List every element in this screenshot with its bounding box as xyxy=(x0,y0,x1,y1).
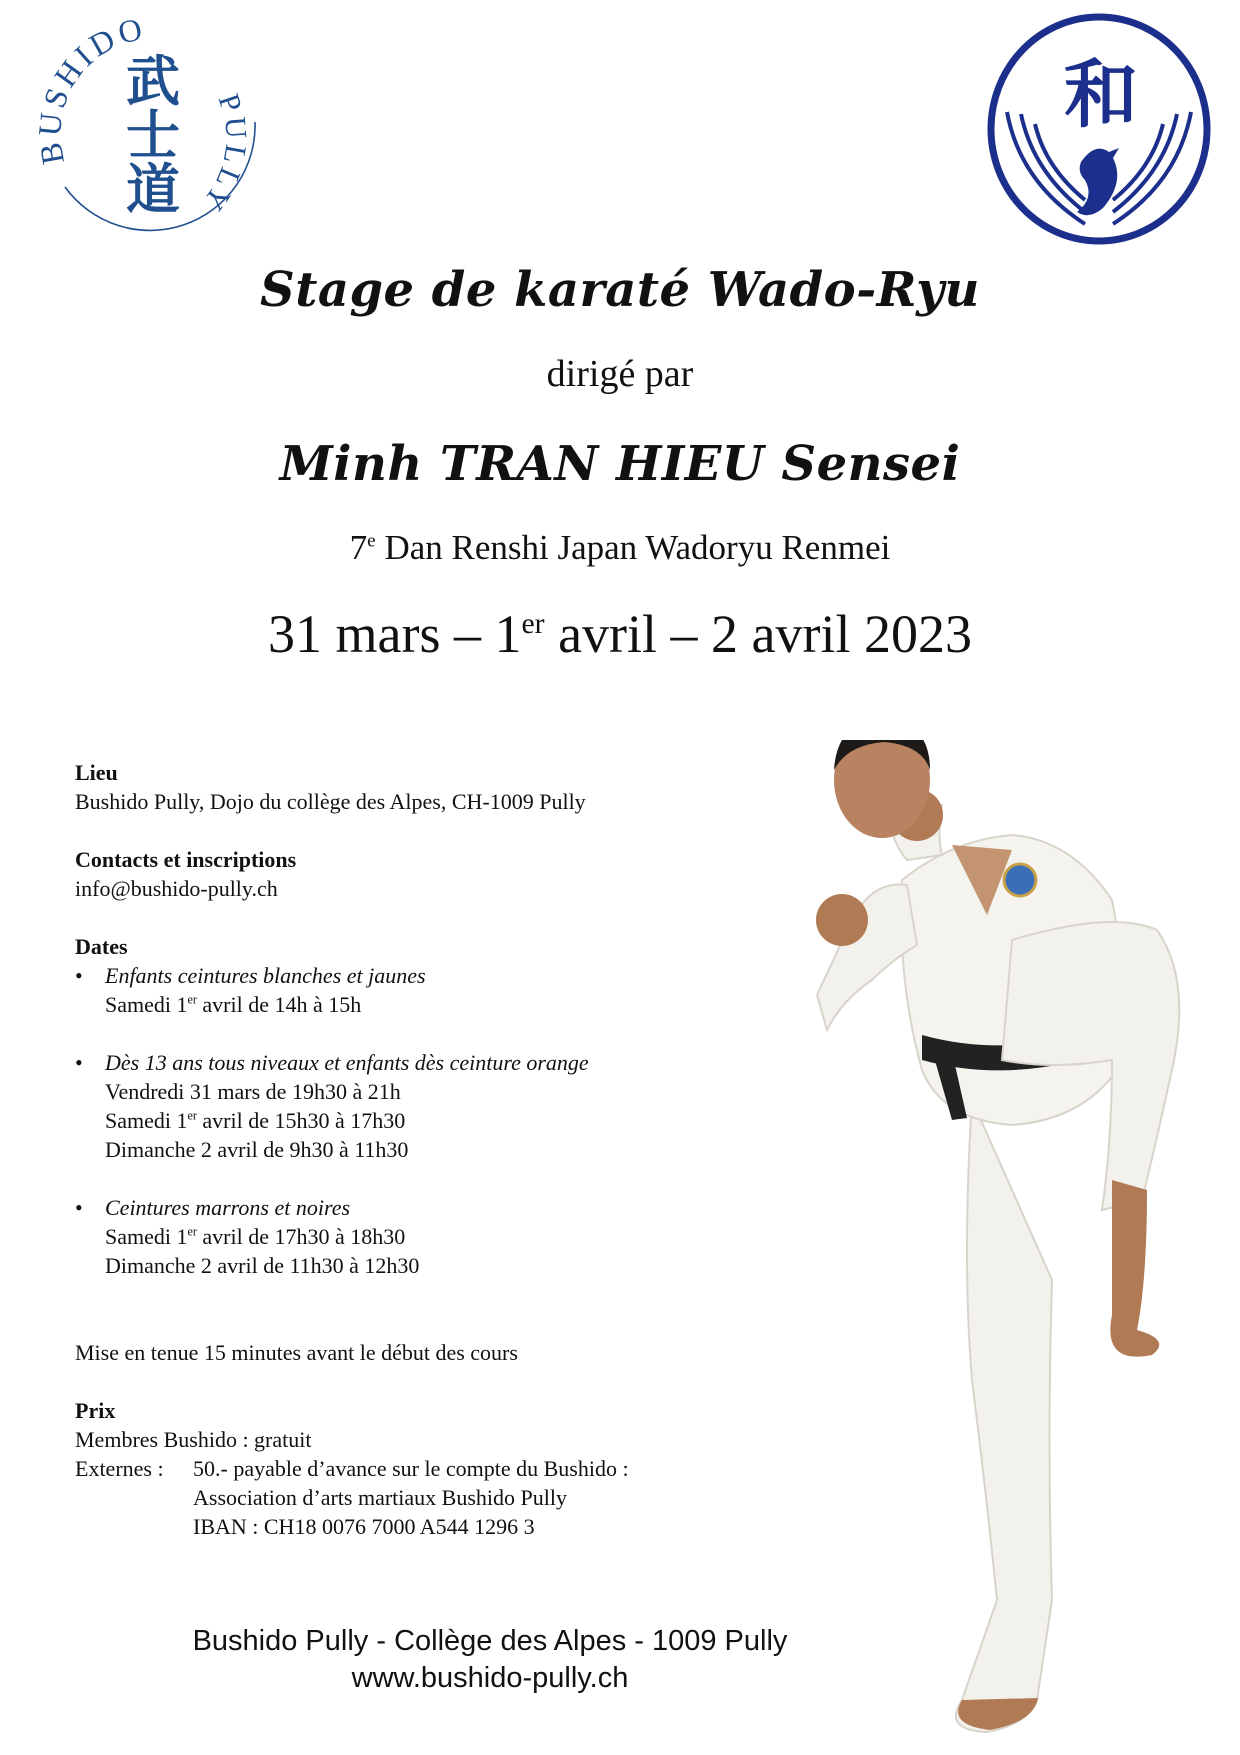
footer-website[interactable]: www.bushido-pully.ch xyxy=(351,1662,629,1694)
page-title: Stage de karaté Wado-Ryu xyxy=(260,262,980,318)
date-group xyxy=(75,1193,795,1280)
date-line: Samedi 1er avril de 15h30 à 17h30 xyxy=(105,1108,406,1133)
dates-title: Dates xyxy=(75,934,128,959)
footer xyxy=(0,1623,980,1697)
bullet-icon: • xyxy=(75,963,83,988)
price-members: Membres Bushido : gratuit xyxy=(75,1427,312,1452)
date-group-label: Dès 13 ans tous niveaux et enfants dès ceinture orange xyxy=(105,1050,589,1075)
contact-email: info@bushido-pully.ch xyxy=(75,876,278,901)
bank-iban: IBAN : CH18 0076 7000 A544 1296 3 xyxy=(193,1514,535,1539)
bank-account-holder: Association d’arts martiaux Bushido Pully xyxy=(193,1485,567,1510)
dove-icon xyxy=(1077,148,1119,215)
logo-kanji-shi: 士 xyxy=(126,104,180,167)
date-group xyxy=(75,1048,795,1164)
date-group-label: Ceintures marrons et noires xyxy=(105,1195,351,1220)
date-line: Vendredi 31 mars de 19h30 à 21h xyxy=(105,1079,401,1104)
footer-address: Bushido Pully - Collège des Alpes - 1009 Pully xyxy=(192,1625,788,1657)
bullet-icon: • xyxy=(75,1195,83,1220)
date-line: Dimanche 2 avril de 9h30 à 11h30 xyxy=(105,1137,409,1162)
wado-ryu-emblem xyxy=(985,12,1213,246)
karateka-photo xyxy=(812,740,1240,1755)
logo-kanji-do: 道 xyxy=(126,158,180,221)
lieu-title: Lieu xyxy=(75,760,118,785)
date-line: Samedi 1er avril de 17h30 à 18h30 xyxy=(105,1224,406,1249)
date-group-label: Enfants ceintures blanches et jaunes xyxy=(105,963,426,988)
prix-title: Prix xyxy=(75,1398,116,1423)
logo-kanji-bu: 武 xyxy=(126,50,180,113)
wa-kanji: 和 xyxy=(1064,52,1138,138)
price-external-amount: 50.- payable d’avance sur le compte du Bushido : xyxy=(193,1456,629,1481)
price-external xyxy=(75,1454,795,1483)
price-external-label: Externes : xyxy=(75,1456,164,1481)
date-line: Samedi 1er avril de 14h à 15h xyxy=(105,992,362,1017)
lieu-address: Bushido Pully, Dojo du collège des Alpes, CH-1009 Pully xyxy=(75,789,586,814)
instructor-rank: 7e Dan Renshi Japan Wadoryu Renmei xyxy=(349,528,891,567)
bushido-pully-logo xyxy=(25,12,265,252)
contacts-title: Contacts et inscriptions xyxy=(75,847,297,872)
instructor-name: Minh TRAN HIEU Sensei xyxy=(279,436,961,492)
subtitle: dirigé par xyxy=(546,353,694,395)
logo-arc-bottom-text: PULLY xyxy=(194,89,253,220)
date-group xyxy=(75,961,795,1019)
logo-arc-top-text: BUSHIDO xyxy=(30,12,150,168)
date-line: Dimanche 2 avril de 11h30 à 12h30 xyxy=(105,1253,420,1278)
dress-note: Mise en tenue 15 minutes avant le début des cours xyxy=(75,1340,518,1365)
bullet-icon: • xyxy=(75,1050,83,1075)
info-block xyxy=(75,758,795,1541)
event-dates: 31 mars – 1er avril – 2 avril 2023 xyxy=(268,604,972,664)
